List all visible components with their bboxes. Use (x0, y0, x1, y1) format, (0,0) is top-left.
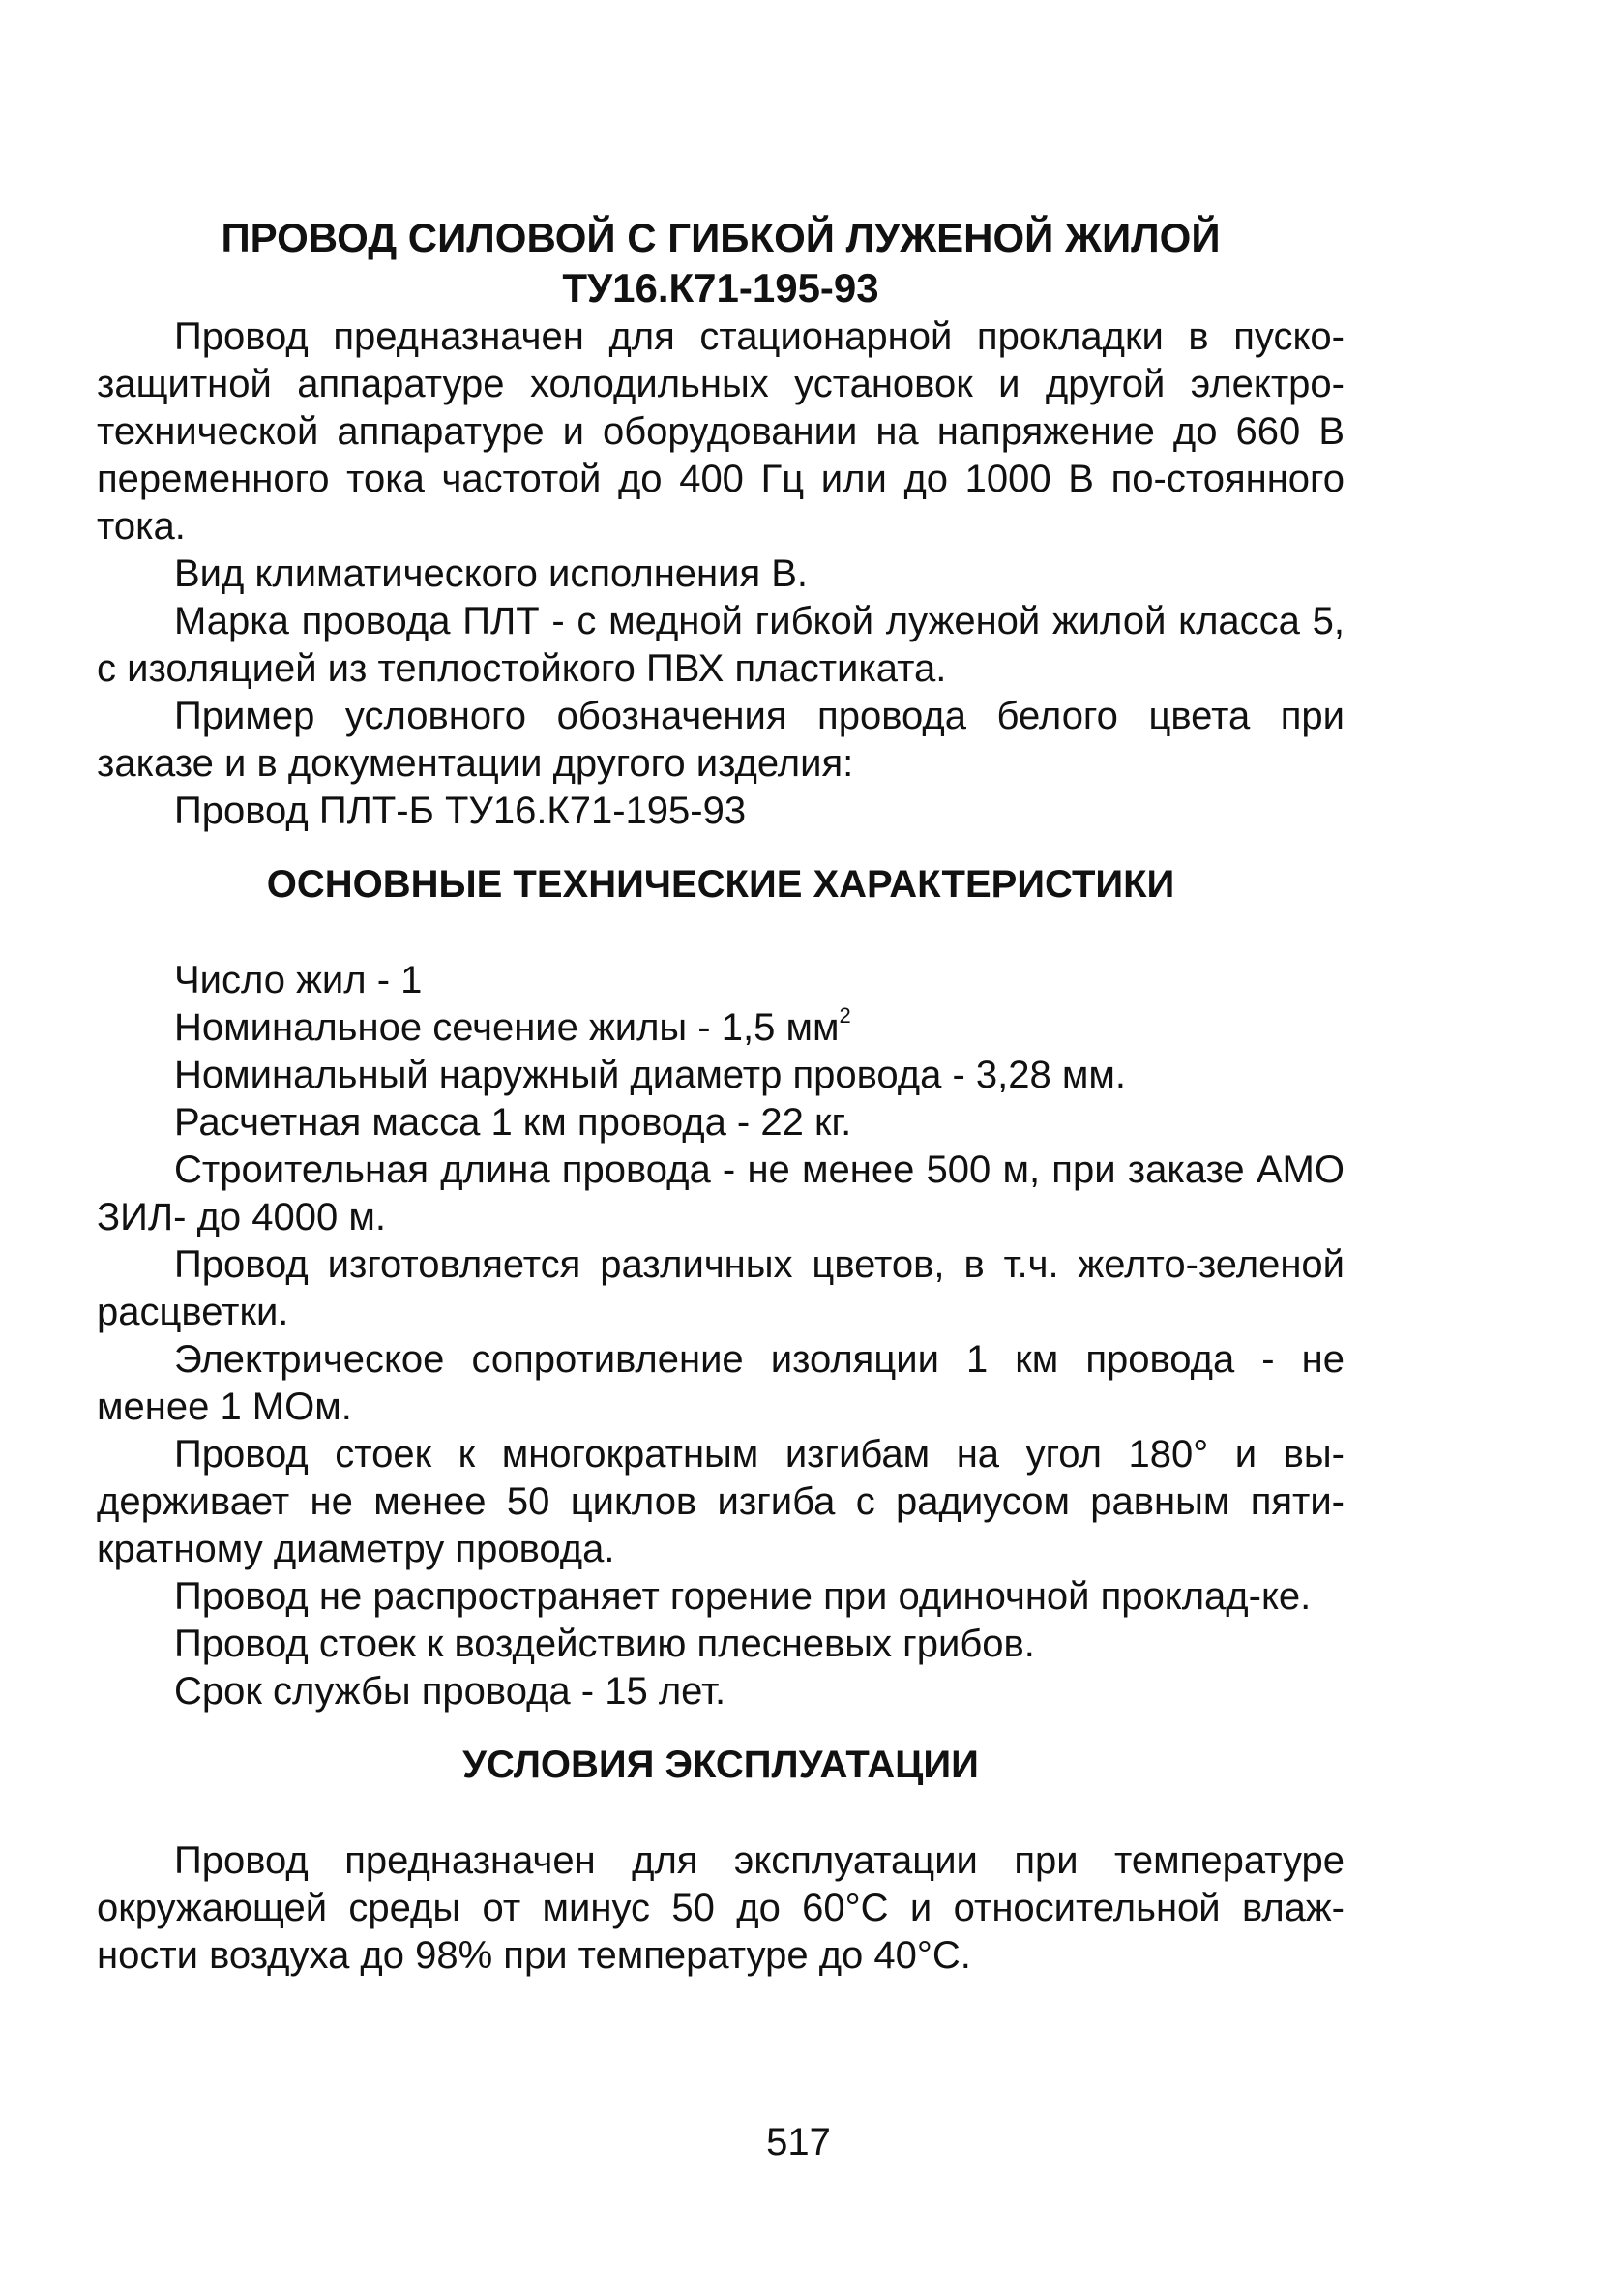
intro-designation: Провод ПЛТ-Б ТУ16.К71-195-93 (174, 790, 747, 832)
spec-resistance: Электрическое сопротивление изоляции 1 км провода - не менее 1 МОм. (97, 1338, 1345, 1428)
spec-cross-section-sup: 2 (839, 1003, 851, 1028)
spec-length: Строительная длина провода - не менее 500 м, при заказе АМО ЗИЛ- до 4000 м. (97, 1148, 1345, 1238)
operation-heading: УСЛОВИЯ ЭКСПЛУАТАЦИИ (462, 1744, 979, 1786)
operation-text: Провод предназначен для эксплуатации при температуре окружающей среды от минус 50 до 60°С и относительной влаж-ности воздуха до 98% при температуре до 40°С. (97, 1839, 1345, 1977)
intro-brand: Марка провода ПЛТ - с медной гибкой луженой жилой класса 5, с изоляцией из теплостойкого ПВХ пластиката. (97, 600, 1345, 690)
specs-heading: ОСНОВНЫЕ ТЕХНИЧЕСКИЕ ХАРАКТЕРИСТИКИ (266, 863, 1175, 906)
spec-colors: Провод изготовляется различных цветов, в т.ч. желто-зеленой расцветки. (97, 1243, 1345, 1333)
spec-cross-section (97, 1004, 1345, 1052)
spec-cross-section-text: Номинальное сечение жилы - 1,5 мм (174, 1006, 840, 1049)
intro-purpose: Провод предназначен для стационарной прокладки в пуско-защитной аппаратуре холодильных установок и другой электро-технической аппаратуре и оборудовании на напряжение до 660 В переменного тока частотой до 400 Гц или до 1000 В по-стоянного тока. (97, 315, 1345, 548)
document-title: ПРОВОД СИЛОВОЙ С ГИБКОЙ ЛУЖЕНОЙ ЖИЛОЙ (221, 215, 1221, 260)
intro-example: Пример условного обозначения провода белого цвета при заказе и в документации другого изделия: (97, 695, 1345, 785)
spec-bending: Провод стоек к многократным изгибам на угол 180° и вы-держивает не менее 50 циклов изгиба с радиусом равным пяти-кратному диаметру провода. (97, 1433, 1345, 1570)
spec-cores: Число жил - 1 (174, 959, 423, 1001)
document-page (97, 213, 1345, 1980)
document-spec-code: ТУ16.К71-195-93 (562, 265, 879, 311)
spec-fungus: Провод стоек к воздействию плесневых грибов. (174, 1623, 1035, 1665)
intro-climate: Вид климатического исполнения В. (174, 552, 809, 595)
page-number: 517 (766, 2121, 831, 2163)
spec-service-life: Срок службы провода - 15 лет. (174, 1670, 726, 1713)
spec-fire: Провод не распространяет горение при одиночной проклад-ке. (174, 1575, 1312, 1618)
spec-mass: Расчетная масса 1 км провода - 22 кг. (174, 1101, 852, 1144)
spec-diameter: Номинальный наружный диаметр провода - 3,28 мм. (174, 1054, 1126, 1096)
